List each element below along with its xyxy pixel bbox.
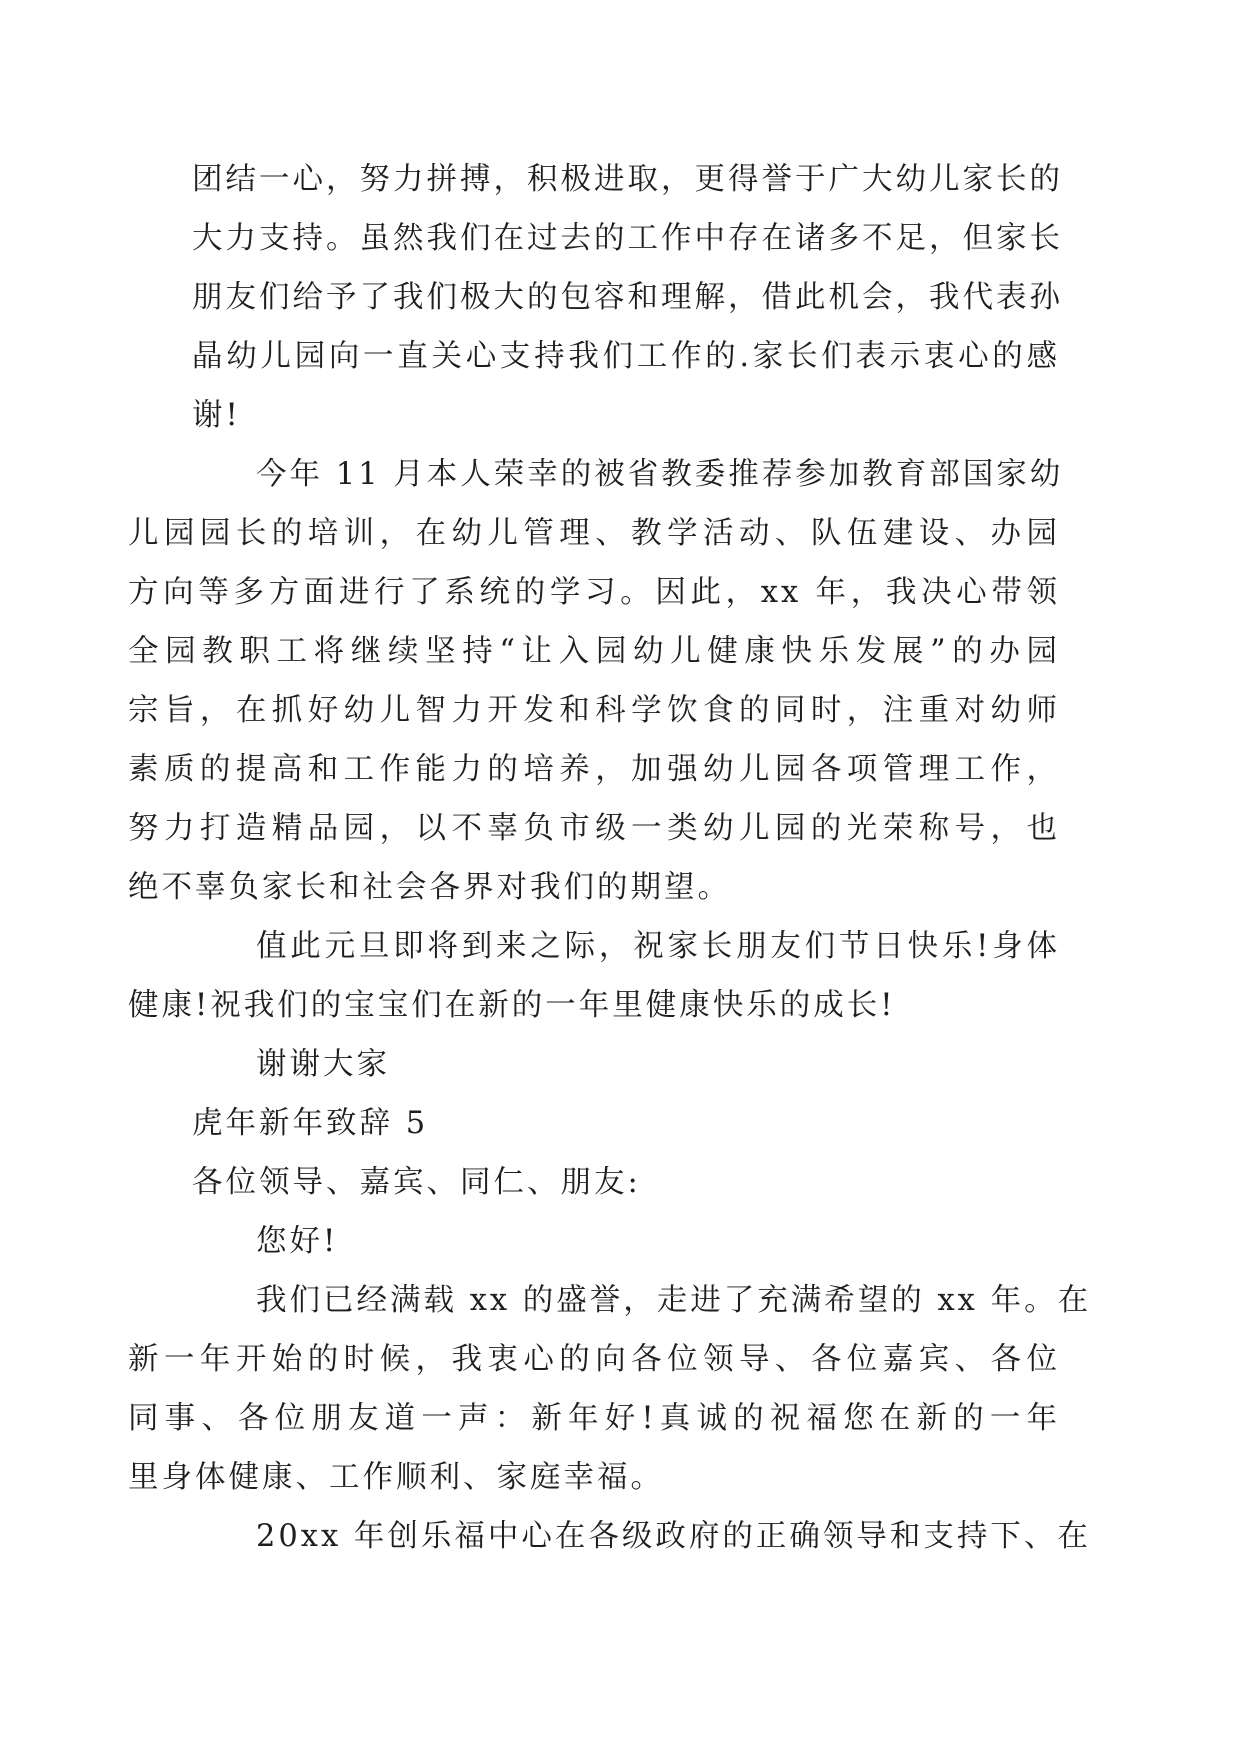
text-line: 绝不辜负家长和社会各界对我们的期望。 [128,870,731,905]
text-line: 虎年新年致辞 5 [192,1106,429,1141]
paragraph-p8 [128,1271,1092,1507]
text-line: 谢谢大家 [256,1047,390,1082]
text-line: 儿园园长的培训，在幼儿管理、教学活动、队伍建设、办园 [128,516,1060,551]
text-line: 方向等多方面进行了系统的学习。因此，xx 年，我决心带领 [128,575,1060,610]
text-line: 新一年开始的时候，我衷心的向各位领导、各位嘉宾、各位 [128,1342,1060,1377]
text-line: 值此元旦即将到来之际，祝家长朋友们节日快乐!身体 [256,929,1060,964]
paragraph-p6 [192,1153,1060,1212]
text-line: 健康!祝我们的宝宝们在新的一年里健康快乐的成长! [128,988,896,1023]
document-body [128,150,1092,1566]
paragraph-p2 [128,445,1064,917]
text-line: 宗旨，在抓好幼儿智力开发和科学饮食的同时，注重对幼师 [128,693,1060,728]
text-line: 同事、各位朋友道一声：新年好!真诚的祝福您在新的一年 [128,1401,1060,1436]
text-line: 里身体健康、工作顺利、家庭幸福。 [128,1460,664,1495]
text-line: 20xx 年创乐福中心在各级政府的正确领导和支持下、在 [256,1519,1091,1554]
text-line: 今年 11 月本人荣幸的被省教委推荐参加教育部国家幼 [256,457,1064,492]
paragraph-p4 [192,1035,1060,1094]
text-line: 各位领导、嘉宾、同仁、朋友: [192,1165,641,1200]
paragraph-p3 [128,917,1060,1035]
text-line: 素质的提高和工作能力的培养，加强幼儿园各项管理工作， [128,752,1060,787]
text-line: 努力打造精品园，以不辜负市级一类幼儿园的光荣称号，也 [128,811,1060,846]
text-line: 您好! [256,1224,339,1259]
text-line: 朋友们给予了我们极大的包容和理解，借此机会，我代表孙 [192,280,1063,315]
text-line: 全园教职工将继续坚持“让入园幼儿健康快乐发展”的办园 [128,634,1060,669]
text-line: 团结一心，努力拼搏，积极进取，更得誉于广大幼儿家长的 [192,162,1063,197]
text-line: 我们已经满载 xx 的盛誉，走进了充满希望的 xx 年。在 [256,1283,1092,1318]
paragraph-p7 [192,1212,1060,1271]
text-line: 晶幼儿园向一直关心支持我们工作的.家长们表示衷心的感 [192,339,1060,374]
paragraph-p1 [192,150,1063,445]
text-line: 谢! [192,398,241,433]
text-line: 大力支持。虽然我们在过去的工作中存在诸多不足，但家长 [192,221,1063,256]
paragraph-p5 [192,1094,1060,1153]
paragraph-p9 [192,1507,1091,1566]
